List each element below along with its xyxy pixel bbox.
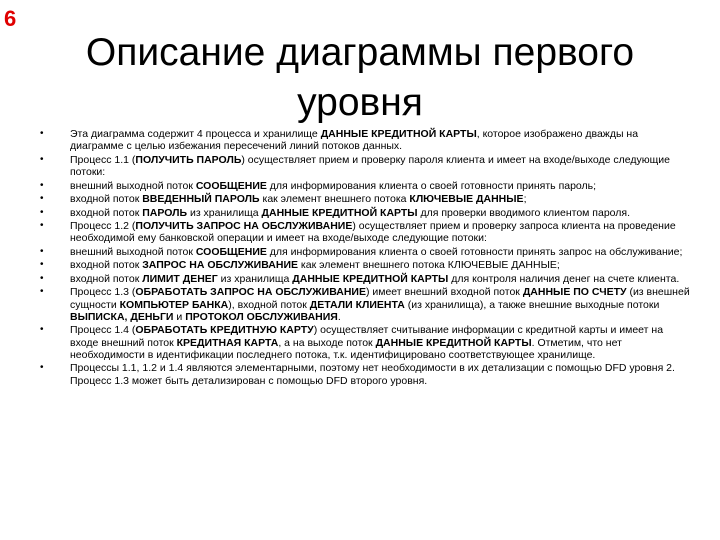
bullet-item	[40, 362, 690, 387]
bullet-text: как элемент внешнего потока	[259, 193, 410, 206]
bullet-text: ), входной поток	[228, 298, 310, 311]
bold-term: ВВЕДЕННЫЙ ПАРОЛЬ	[142, 193, 260, 206]
slide-number: 6	[4, 6, 17, 31]
bold-term: ДАННЫЕ КРЕДИТНОЙ КАРТЫ	[320, 128, 477, 140]
bullet-text: ) имеет внешний входной поток	[365, 286, 523, 299]
bold-term: СООБЩЕНИЕ	[195, 179, 267, 192]
bullet-text: для контроля наличия денег на счете клиента.	[448, 272, 680, 285]
bullet-text: ) осуществляет прием и проверку пароля клиента и имеет на входе/выходе следующие потоки:	[70, 153, 670, 179]
bullet-text: и	[173, 310, 186, 323]
bold-term: ДЕТАЛИ КЛИЕНТА	[309, 298, 405, 311]
bold-term: ДАННЫЕ КРЕДИТНОЙ КАРТЫ	[375, 336, 532, 349]
bullet-item	[40, 324, 690, 361]
bold-term: ДАННЫЕ ПО СЧЕТУ	[522, 286, 627, 299]
bullet-text: из хранилища	[217, 272, 293, 285]
bullet-text: из хранилища	[187, 206, 262, 219]
bullet-text: входной поток	[70, 259, 143, 272]
bullet-text: , а на выходе поток	[278, 336, 376, 349]
bullet-text: для информирования клиента о своей готовности принять пароль;	[266, 179, 597, 192]
bullet-text: Процесс 1.3 (	[70, 286, 136, 299]
bold-term: ОБРАБОТАТЬ ЗАПРОС НА ОБСЛУЖИВАНИЕ	[135, 286, 366, 299]
bullet-text: входной поток	[70, 206, 143, 219]
bullet-text: ) осуществляет считывание информации с кредитной карты и имеет на входе внешний поток	[70, 324, 664, 349]
bold-term: ДАННЫЕ КРЕДИТНОЙ КАРТЫ	[292, 272, 449, 285]
bullet-text: (из внешней сущности	[70, 286, 690, 311]
bold-term: ЛИМИТ ДЕНЕГ	[142, 272, 218, 285]
bullet-text: внешний выходной поток	[70, 179, 196, 192]
bullet-text: входной поток	[70, 272, 143, 285]
bullet-item	[40, 207, 690, 219]
bullet-text: Процесс 1.2 (	[70, 220, 136, 233]
bold-term: ВЫПИСКА, ДЕНЬГИ	[70, 310, 174, 323]
bold-term: ПРОТОКОЛ ОБСЛУЖИВАНИЯ	[185, 310, 338, 323]
bullet-text: Процессы 1.1, 1.2 и 1.4 являются элементарными, поэтому нет необходимости в их детализации с помощью DFD уровня 2. Процесс 1.3 может быть детализирован с помощью DFD второго уровня.	[70, 362, 675, 387]
bold-term: ПАРОЛЬ	[142, 206, 188, 219]
bullet-text: .	[337, 310, 341, 323]
bold-term: ПОЛУЧИТЬ ЗАПРОС НА ОБСЛУЖИВАНИЕ	[135, 220, 353, 233]
bold-term: ПОЛУЧИТЬ ПАРОЛЬ	[135, 153, 242, 166]
bullet-text: для информирования клиента о своей готовности принять запрос на обслуживание;	[266, 245, 683, 258]
bullet-item	[40, 180, 690, 192]
bullet-text: Процесс 1.1 (	[70, 153, 136, 166]
slide-title: Описание диаграммы первого уровня	[85, 31, 635, 124]
bullet-text: Эта диаграмма содержит 4 процесса и хранилище	[70, 128, 321, 140]
bullet-text: для проверки вводимого клиентом пароля.	[417, 206, 631, 219]
bullet-item	[40, 154, 690, 179]
bullet-list	[40, 128, 690, 388]
bullet-item	[40, 286, 690, 323]
bullet-item	[40, 273, 690, 285]
bold-term: КОМПЬЮТЕР БАНКА	[119, 298, 229, 311]
bullet-text: ;	[523, 193, 527, 206]
bullet-item	[40, 259, 690, 271]
bullet-text: ) осуществляет прием и проверку запроса клиента на проведение необходимой ему банковской операции и имеет на входе/выходе следующие потоки:	[70, 220, 676, 245]
bold-term: КЛЮЧЕВЫЕ ДАННЫЕ	[409, 193, 524, 206]
bullet-item	[40, 128, 690, 153]
bold-term: ДАННЫЕ КРЕДИТНОЙ КАРТЫ	[261, 206, 418, 219]
bold-term: КРЕДИТНАЯ КАРТА	[176, 336, 279, 349]
bold-term: СООБЩЕНИЕ	[195, 245, 267, 258]
bullet-item	[40, 193, 690, 205]
bullet-text: входной поток	[70, 193, 143, 206]
bold-term: ЗАПРОС НА ОБСЛУЖИВАНИЕ	[142, 259, 298, 272]
bullet-text: . Отметим, что нет необходимости в идентификации последнего потока, т.к. идентифицировано соответствующее хранилище.	[70, 336, 622, 361]
bullet-text: как элемент внешнего потока КЛЮЧЕВЫЕ ДАННЫЕ;	[298, 259, 560, 272]
bullet-text: (из хранилища), а также внешние выходные потоки	[404, 298, 660, 311]
bold-term: ОБРАБОТАТЬ КРЕДИТНУЮ КАРТУ	[135, 324, 314, 337]
bullet-text: внешний выходной поток	[70, 245, 196, 258]
bullet-text: Процесс 1.4 (	[70, 324, 136, 337]
bullet-item	[40, 220, 690, 245]
bullet-item	[40, 246, 690, 258]
bullet-text: , которое изображено дважды на диаграмме с целью избежания пересечений линий потоков данных.	[70, 128, 639, 153]
